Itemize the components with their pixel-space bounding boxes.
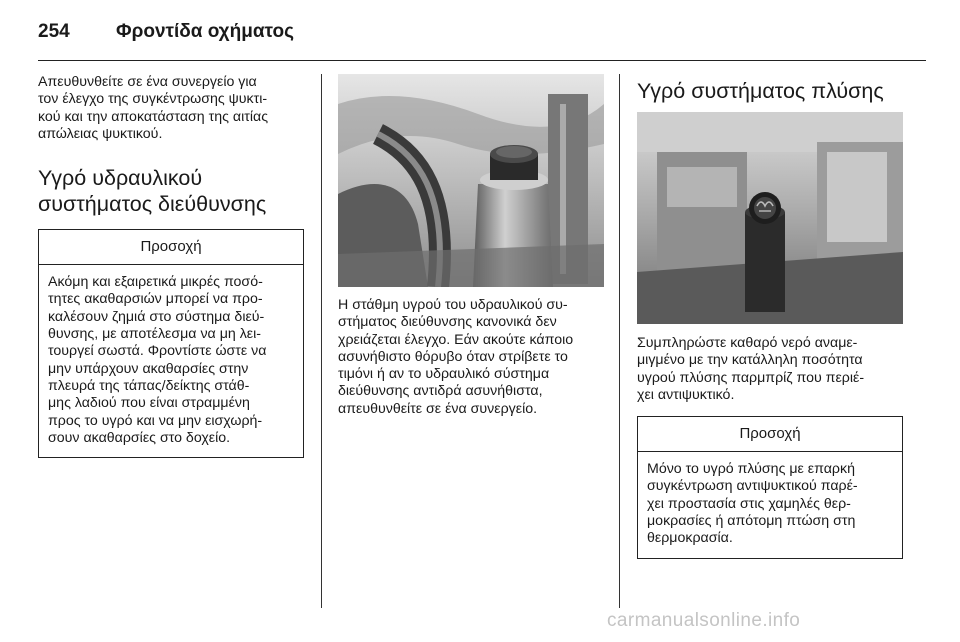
column-middle [338, 74, 604, 418]
column-divider-right [619, 74, 620, 608]
caution-box-washer [637, 416, 903, 558]
section-heading-power-steering: Υγρό υδραυλικού συστήματος διεύθυνσης [38, 166, 267, 217]
page-title: Φροντίδα οχήματος [116, 21, 294, 42]
caution-text: Μόνο το υγρό πλύσης με επαρκή συγκέντρωση αντιψυκτικού παρέ- χει προστασία στις χαμηλές θερ- μοκρασίες ή απότομη πτώση στη θερμοκρασία. [647, 461, 858, 547]
page-number: 254 [38, 21, 70, 42]
watermark-text: carmanualsonline.info [607, 610, 801, 631]
steering-fluid-paragraph: Η στάθμη υγρού του υδραυλικού συ- στήματος διεύθυνσης κανονικά δεν χρειάζεται έλεγχο. Εάν ακούτε κάποιο ασυνήθιστο θόρυβο όταν στρίβετε το τιμόνι ή αν το υδραυλικό σύστημα διεύθυνσης αντιδρά ασυνήθιστα, απευθυνθείτε σε ένα συνεργείο. [338, 297, 574, 417]
caution-box-steering [38, 229, 304, 458]
column-left [38, 74, 304, 458]
caution-title: Προσοχή [638, 417, 902, 452]
coolant-intro-paragraph: Απευθυνθείτε σε ένα συνεργείο για τον έλεγχο της συγκέντρωσης ψυκτι- κού και την αποκατάσταση της αιτίας απώλειας ψυκτικού. [38, 74, 269, 142]
washer-fluid-paragraph: Συμπληρώστε καθαρό νερό αναμε- μιγμένο με την κατάλληλη ποσότητα υγρού πλύσης παρμπρίζ που περιέ- χει αντιψυκτικό. [637, 335, 865, 403]
page-header [38, 14, 926, 50]
caution-text: Ακόμη και εξαιρετικά μικρές ποσό- τητες ακαθαρσιών μπορεί να προ- καλέσουν ζημιά στο σύστημα διεύ- θυνσης, με αποτέλεσμα να μη λει- τουργεί σωστά. Φροντίστε ώστε να μην υπάρχουν ακαθαρσίες στην πλευρά της τάπας/δείκτης στάθ- μης λαδιού που είναι στραμμένη προς το υγρό και να μην εισχωρή- σουν ακαθαρσίες στο δοχείο. [48, 274, 267, 446]
column-right [637, 74, 903, 559]
washer-fluid-reservoir-photo [637, 112, 903, 324]
power-steering-reservoir-photo [338, 74, 604, 287]
caution-title: Προσοχή [39, 230, 303, 265]
column-divider-left [321, 74, 322, 608]
header-divider [38, 60, 926, 61]
section-heading-washer-fluid: Υγρό συστήματος πλύσης [637, 79, 884, 103]
